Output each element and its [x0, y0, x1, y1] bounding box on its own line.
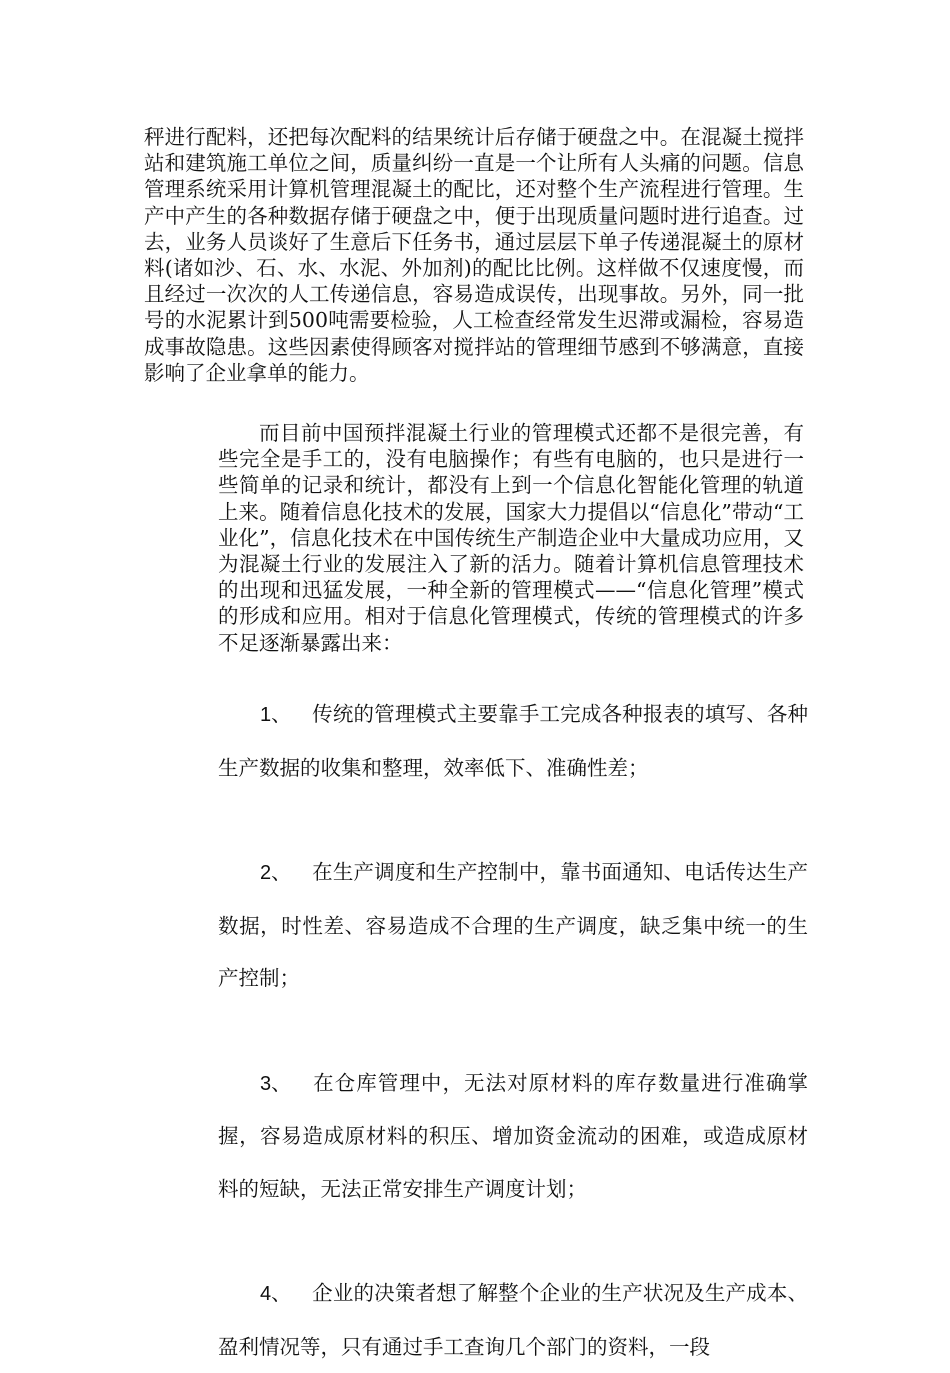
numbered-list — [218, 688, 808, 1373]
list-item-text: 企业的决策者想了解整个企业的生产状况及生产成本、盈利情况等，只有通过手工查询几个部门的资料，一段 — [218, 1281, 808, 1359]
list-item-text: 在仓库管理中，无法对原材料的库存数量进行准确掌握，容易造成原材料的积压、增加资金流动的困难，或造成原材料的短缺，无法正常安排生产调度计划； — [218, 1070, 808, 1201]
list-item — [218, 1267, 808, 1373]
list-item-number: 4、 — [260, 1283, 292, 1305]
list-item-number: 3、 — [260, 1072, 292, 1095]
list-item-text: 传统的管理模式主要靠手工完成各种报表的填写、各种生产数据的收集和整理，效率低下、准确性差； — [218, 702, 808, 780]
list-item-number: 2、 — [260, 862, 292, 884]
list-item-number: 1、 — [260, 704, 292, 726]
list-item — [218, 846, 808, 1005]
body-paragraph-2: 而目前中国预拌混凝土行业的管理模式还都不是很完善，有些完全是手工的，没有电脑操作；有些有电脑的，也只是进行一些简单的记录和统计，都没有上到一个信息化智能化管理的轨道上来。随着信息化技术的发展，国家大力提倡以“信息化”带动“工业化”，信息化技术在中国传统生产制造企业中大量成功应用，又为混凝土行业的发展注入了新的活力。随着计算机信息管理技术的出现和迅猛发展，一种全新的管理模式——“信息化管理”模式的形成和应用。相对于信息化管理模式，传统的管理模式的许多不足逐渐暴露出来： — [218, 421, 804, 655]
body-paragraph-1: 秤进行配料，还把每次配料的结果统计后存储于硬盘之中。在混凝土搅拌站和建筑施工单位之间，质量纠纷一直是一个让所有人头痛的问题。信息管理系统采用计算机管理混凝土的配比，还对整个生产流程进行管理。生产中产生的各种数据存储于硬盘之中，便于出现质量问题时进行追查。过去，业务人员谈好了生意后下任务书，通过层层下单子传递混凝土的原材料(诸如沙、石、水、水泥、外加剂)的配比比例。这样做不仅速度慢，而且经过一次次的人工传递信息，容易造成误传，出现事故。另外，同一批号的水泥累计到500吨需要检验，人工检查经常发生迟滞或漏检，容易造成事故隐患。这些因素使得顾客对搅拌站的管理细节感到不够满意，直接影响了企业拿单的能力。 — [144, 125, 804, 385]
list-item-text: 在生产调度和生产控制中，靠书面通知、电话传达生产数据，时性差、容易造成不合理的生产调度，缺乏集中统一的生产控制； — [218, 860, 808, 990]
list-item — [218, 688, 808, 794]
list-item — [218, 1057, 808, 1216]
